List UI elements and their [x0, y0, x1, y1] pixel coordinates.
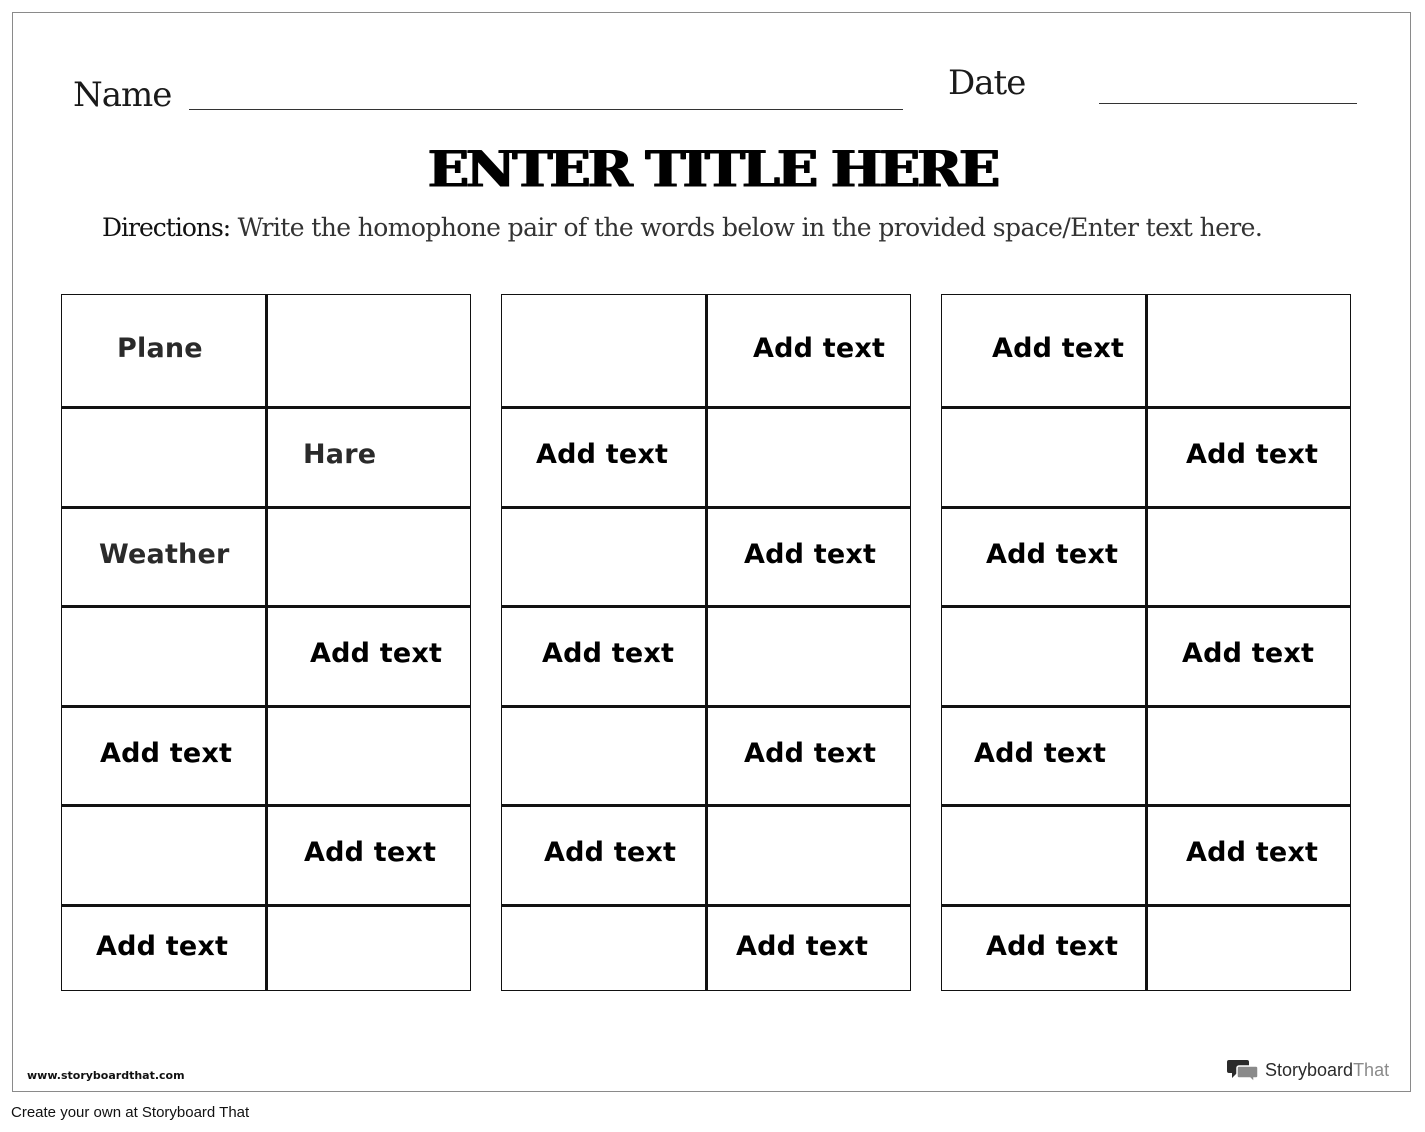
name-input-line[interactable]	[189, 109, 903, 110]
table-3-row-7-left-cell[interactable]: Add text	[986, 930, 1119, 962]
row-divider	[502, 406, 910, 409]
table-2-row-4-left-cell[interactable]: Add text	[542, 638, 675, 669]
column-divider	[265, 295, 268, 990]
logo-text-that: That	[1353, 1059, 1390, 1080]
table-1-row-5-left-cell[interactable]: Add text	[100, 737, 233, 769]
table-3-row-6-right-cell[interactable]: Add text	[1186, 837, 1319, 868]
row-divider	[942, 406, 1350, 409]
date-label: Date	[948, 63, 1026, 103]
row-divider	[942, 904, 1350, 907]
directions-text: Write the homophone pair of the words below in the provided space/Enter text here.	[230, 213, 1263, 242]
directions	[102, 213, 1262, 242]
table-3-row-1-left-cell[interactable]: Add text	[992, 333, 1125, 364]
table-3-row-5-left-cell[interactable]: Add text	[974, 737, 1107, 769]
row-divider	[502, 605, 910, 608]
table-1-row-7-left-cell[interactable]: Add text	[96, 930, 229, 962]
storyboardthat-logo	[1227, 1057, 1389, 1083]
name-label: Name	[73, 75, 172, 115]
date-input-line[interactable]	[1099, 103, 1357, 104]
row-divider	[942, 506, 1350, 509]
table-2-row-6-left-cell[interactable]: Add text	[544, 837, 677, 868]
table-1-row-2-right-cell[interactable]: Hare	[303, 439, 377, 470]
row-divider	[942, 705, 1350, 708]
storyboardthat-credit-link[interactable]: Create your own at Storyboard That	[11, 1104, 250, 1121]
worksheet-page	[12, 12, 1411, 1092]
row-divider	[62, 406, 470, 409]
row-divider	[942, 804, 1350, 807]
row-divider	[502, 804, 910, 807]
homophone-table-3	[941, 294, 1351, 991]
table-1-row-6-right-cell[interactable]: Add text	[304, 837, 437, 868]
row-divider	[502, 705, 910, 708]
row-divider	[62, 804, 470, 807]
row-divider	[942, 605, 1350, 608]
row-divider	[62, 506, 470, 509]
logo-text-storyboard: Storyboard	[1265, 1059, 1354, 1080]
directions-lead: Directions:	[102, 213, 231, 242]
table-1-row-4-right-cell[interactable]: Add text	[310, 638, 443, 669]
row-divider	[62, 605, 470, 608]
homophone-table-1	[61, 294, 471, 991]
table-2-row-1-right-cell[interactable]: Add text	[753, 333, 886, 364]
table-3-row-4-right-cell[interactable]: Add text	[1182, 638, 1315, 669]
table-3-row-2-right-cell[interactable]: Add text	[1186, 439, 1319, 470]
row-divider	[502, 904, 910, 907]
table-3-row-3-left-cell[interactable]: Add text	[986, 538, 1119, 570]
table-2-row-7-right-cell[interactable]: Add text	[736, 930, 869, 962]
table-2-row-5-right-cell[interactable]: Add text	[744, 737, 877, 769]
table-1-row-3-left-cell[interactable]: Weather	[99, 538, 230, 570]
speech-bubbles-icon	[1227, 1057, 1259, 1083]
row-divider	[62, 705, 470, 708]
row-divider	[502, 506, 910, 509]
worksheet-title[interactable]: ENTER TITLE HERE	[427, 139, 998, 199]
column-divider	[705, 295, 708, 990]
row-divider	[62, 904, 470, 907]
table-1-row-1-left-cell[interactable]: Plane	[117, 333, 203, 364]
footer-url: www.storyboardthat.com	[27, 1069, 185, 1082]
column-divider	[1145, 295, 1148, 990]
homophone-table-2	[501, 294, 911, 991]
table-2-row-3-right-cell[interactable]: Add text	[744, 538, 877, 570]
table-2-row-2-left-cell[interactable]: Add text	[536, 439, 669, 470]
